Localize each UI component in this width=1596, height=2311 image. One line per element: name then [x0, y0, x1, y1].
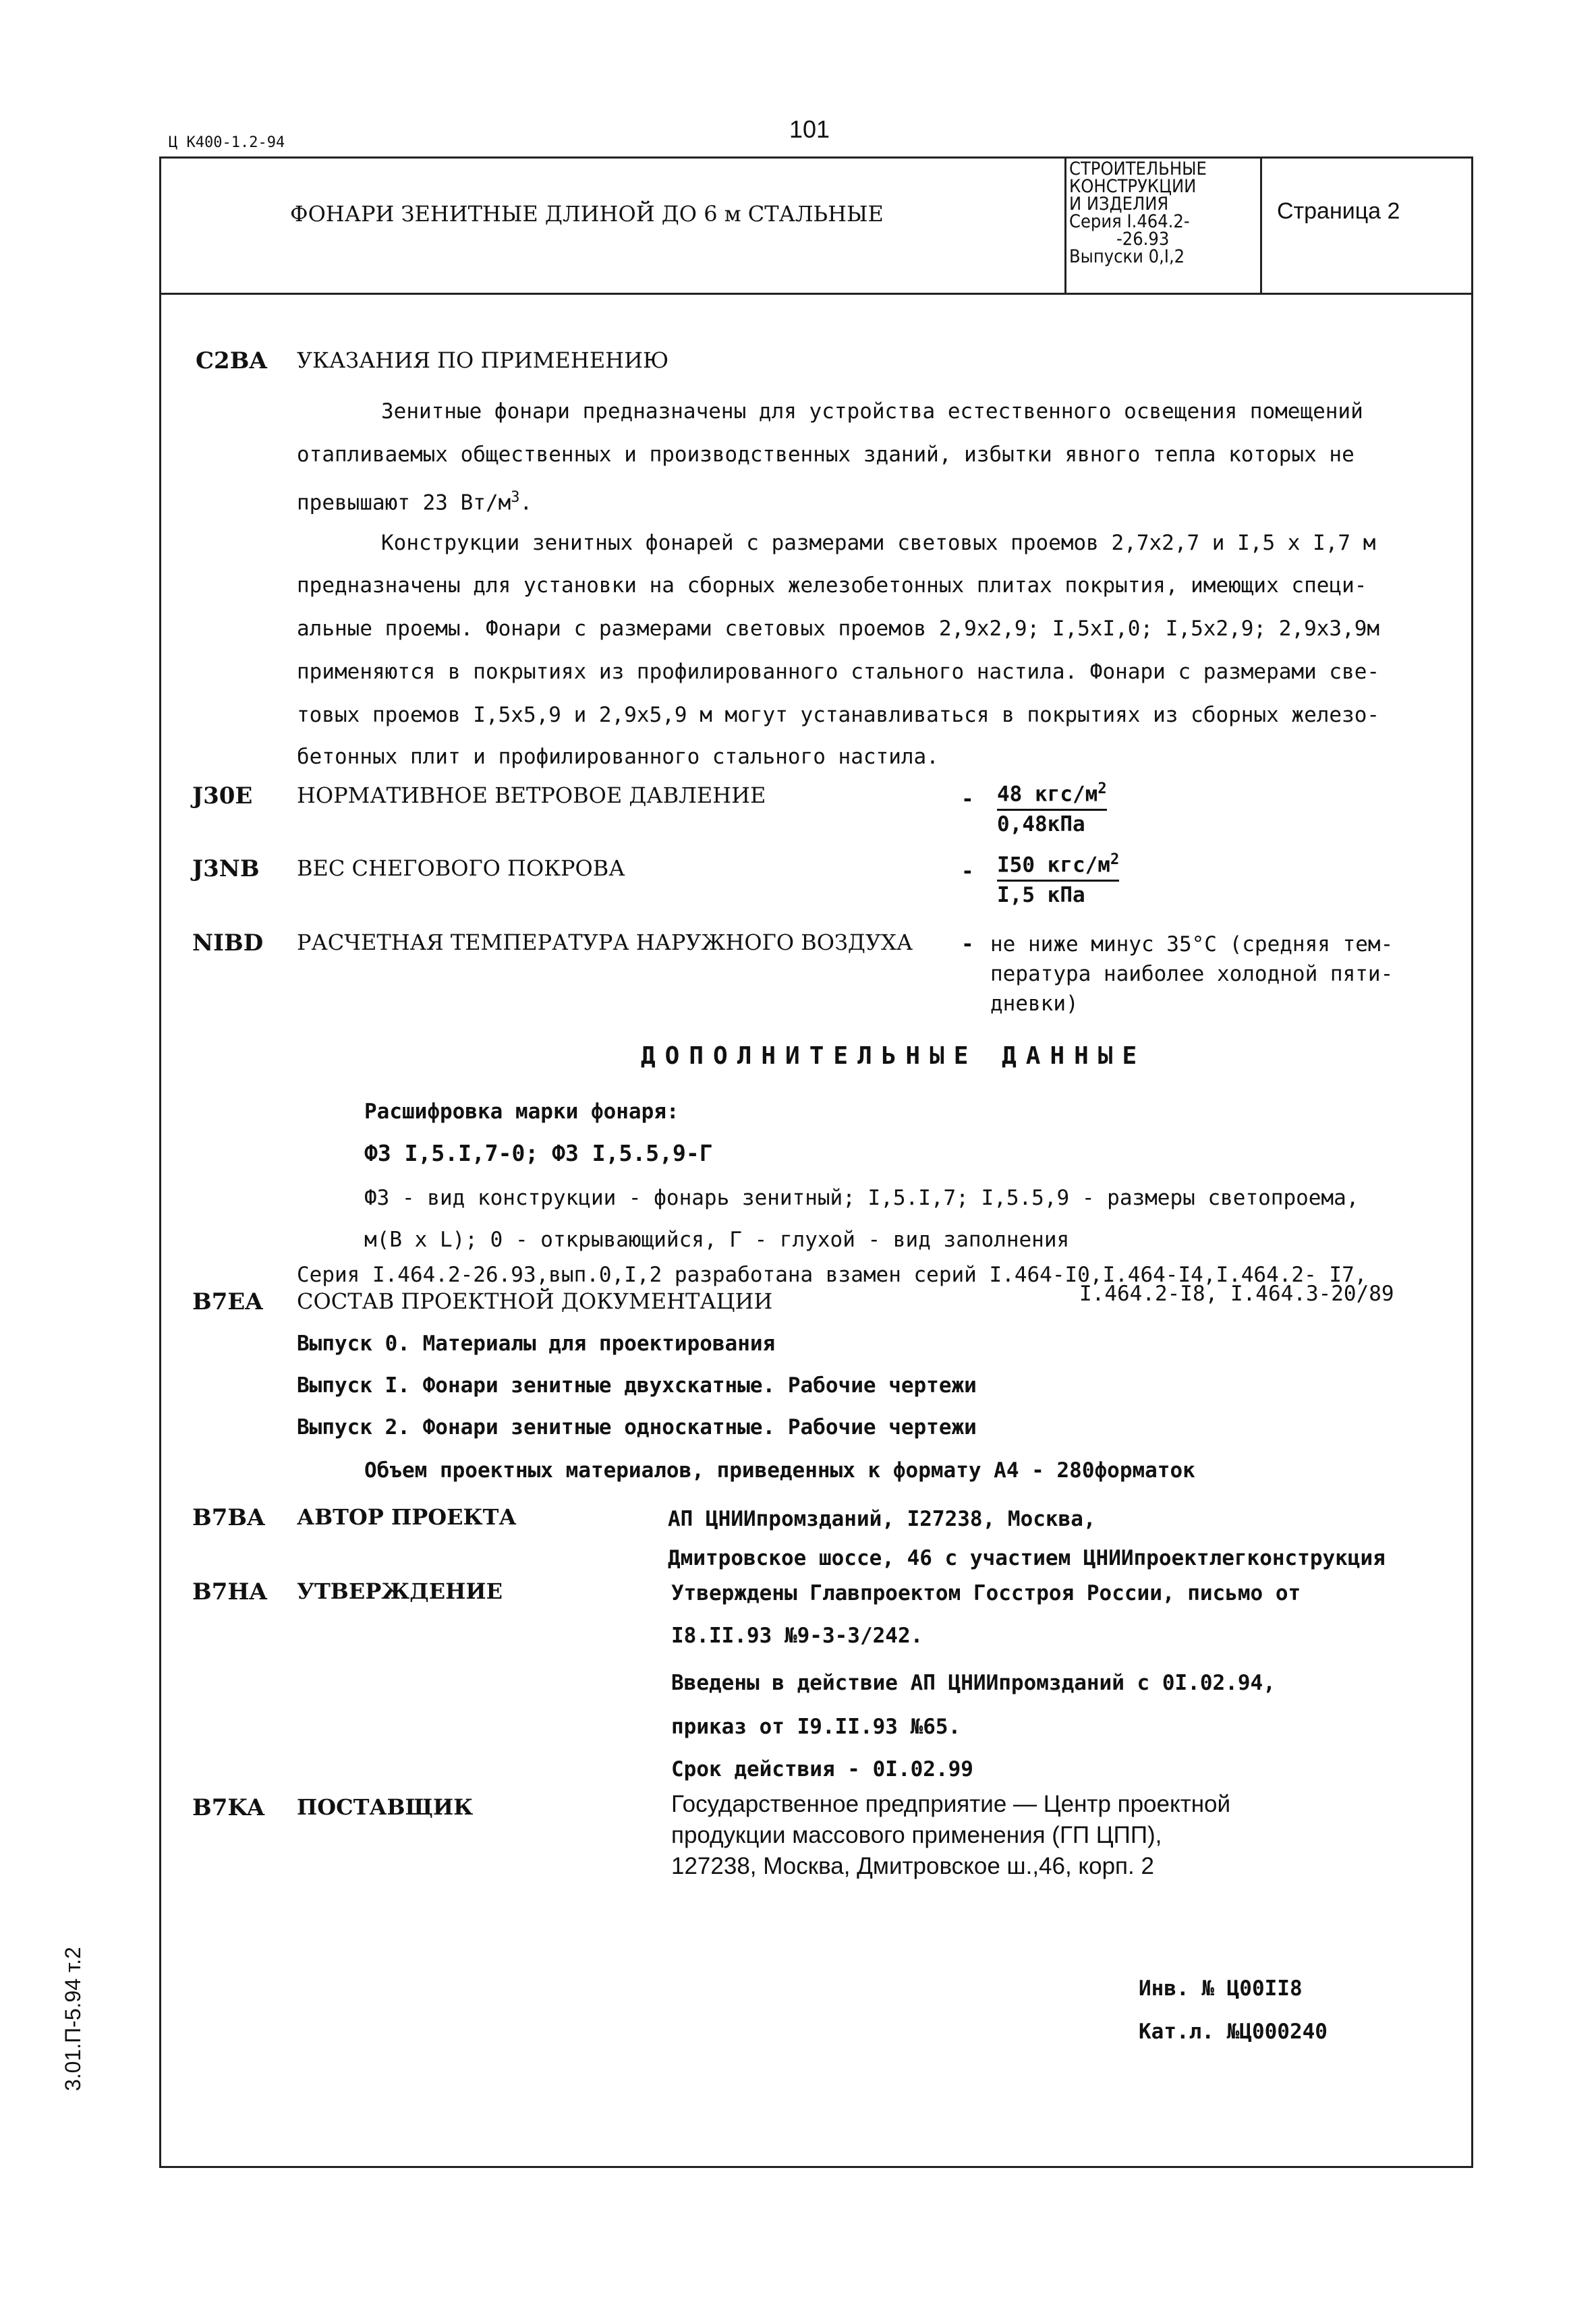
header-category [1069, 161, 1207, 266]
extra-line: Расшифровка марки фонаря: [364, 1100, 679, 1124]
section-code: B7EA [192, 1288, 263, 1315]
header-col-divider-1 [1064, 156, 1066, 294]
para-line: предназначены для установки на сборных железобетонных плитах покрытия, имеющих специ- [297, 573, 1367, 598]
supplier-block: Государственное предприятие — Центр проектной продукции массового применения (ГП ЦПП), 127238, Москва, Дмитровское ш.,46, корп. 2 [671, 1791, 1231, 1879]
para-line: Зенитные фонари предназначены для устройства естественного освещения помещений [381, 399, 1363, 424]
inventory-number: Инв. № Ц00II8 [1139, 1976, 1303, 2001]
side-stamp: 3.01.П-5.94 т.2 [61, 1947, 85, 2091]
section-title: НОРМАТИВНОЕ ВЕТРОВОЕ ДАВЛЕНИЕ [297, 782, 766, 808]
category-line: -26.93 [1116, 229, 1170, 250]
extra-line: м(В х L); 0 - открывающийся, Г - глухой - вид заполнения [364, 1228, 1070, 1252]
section-code: J3NB [192, 855, 260, 882]
para-line: Конструкции зенитных фонарей с размерами световых проемов 2,7х2,7 и I,5 х I,7 м [381, 531, 1376, 555]
header-divider [159, 293, 1471, 295]
section-title: УТВЕРЖДЕНИЕ [297, 1578, 503, 1604]
header-page-label: Страница 2 [1277, 198, 1400, 224]
section-code: B7BA [192, 1504, 265, 1531]
category-line: Серия I.464.2- [1069, 211, 1190, 232]
section-title: СОСТАВ ПРОЕКТНОЙ ДОКУМЕНТАЦИИ [297, 1288, 773, 1314]
section-code: C2BA [196, 347, 267, 374]
wind-value: 48 кгс/$м^2$ 0,48кПа [997, 776, 1107, 838]
category-line: И ИЗДЕЛИЯ [1069, 194, 1169, 215]
extra-line: I.464.2-I8, I.464.3-20/89 [1079, 1282, 1394, 1306]
extra-title: ДОПОЛНИТЕЛЬНЫЕ ДАННЫЕ [641, 1042, 1147, 1070]
para-line: применяются в покрытиях из профилированного стального настила. Фонари с размерами све- [297, 660, 1380, 684]
extra-line: ФЗ - вид конструкции - фонарь зенитный; I,5.I,7; I,5.5,9 - размеры светопроема, [364, 1186, 1359, 1210]
approval-line: Введены в действие АП ЦНИИпромзданий с 0I.02.94, [671, 1671, 1276, 1695]
header-col-divider-2 [1260, 156, 1262, 294]
composition-line: Объем проектных материалов, приведенных к формату А4 - 280форматок [364, 1458, 1195, 1483]
category-line: Выпуски 0,I,2 [1069, 246, 1185, 267]
section-code: J30E [192, 782, 253, 809]
section-title: РАСЧЕТНАЯ ТЕМПЕРАТУРА НАРУЖНОГО ВОЗДУХА [297, 930, 913, 955]
snow-value: I50 кгс/$м^2$ I,5 кПа [997, 847, 1119, 909]
approval-line: Утверждены Главпроектом Госстроя России, письмо от [671, 1581, 1301, 1605]
catalog-sheet-number: Кат.л. №Ц000240 [1139, 2020, 1328, 2044]
composition-line: Выпуск 2. Фонари зенитные односкатные. Рабочие чертежи [297, 1415, 977, 1439]
category-line: СТРОИТЕЛЬНЫЕ [1069, 159, 1207, 179]
section-title: АВТОР ПРОЕКТА [297, 1504, 517, 1530]
author-line: Дмитровское шоссе, 46 с участием ЦНИИпроектлегконструкция [668, 1546, 1386, 1570]
author-line: АП ЦНИИпромзданий, I27238, Москва, [668, 1507, 1096, 1531]
value-dash: - [961, 787, 974, 811]
approval-line: I8.II.93 №9-3-3/242. [671, 1624, 923, 1648]
approval-line: Срок действия - 0I.02.99 [671, 1757, 973, 1781]
section-code: B7HA [192, 1578, 267, 1605]
extra-line: Серия I.464.2-26.93,вып.0,I,2 разработана взамен серий I.464-I0,I.464-I4,I.464.2- I7, [297, 1263, 1367, 1287]
section-code: NIBD [192, 930, 264, 957]
composition-line: Выпуск 0. Материалы для проектирования [297, 1332, 776, 1356]
para-line: товых проемов I,5х5,9 и 2,9х5,9 м могут устанавливаться в покрытиях из сборных железо- [297, 703, 1380, 727]
section-title: ВЕС СНЕГОВОГО ПОКРОВА [297, 855, 625, 881]
para-line: отапливаемых общественных и производственных зданий, избытки явного тепла которых не [297, 443, 1355, 467]
category-line: КОНСТРУКЦИИ [1069, 176, 1197, 197]
doc-code: Ц К400-1.2-94 [169, 134, 285, 151]
para-line: альные проемы. Фонари с размерами световых проемов 2,9х2,9; I,5хI,0; I,5х2,9; 2,9х3,9м [297, 617, 1380, 641]
composition-line: Выпуск I. Фонари зенитные двухскатные. Рабочие чертежи [297, 1373, 977, 1398]
page-number: 101 [789, 115, 830, 143]
value-dash: - [961, 859, 974, 884]
section-title: УКАЗАНИЯ ПО ПРИМЕНЕНИЮ [297, 347, 669, 373]
header-title: ФОНАРИ ЗЕНИТНЫЕ ДЛИНОЙ ДО 6 м СТАЛЬНЫЕ [290, 201, 884, 227]
value-dash: - [961, 932, 974, 957]
para-line: бетонных плит и профилированного стального настила. [297, 745, 939, 769]
temp-value: не ниже минус 35°С (средняя тем- пература наиболее холодной пяти- дневки) [990, 932, 1394, 1016]
extra-line: ФЗ I,5.I,7-0; ФЗ I,5.5,9-Г [364, 1140, 713, 1166]
section-title: ПОСТАВЩИК [297, 1794, 474, 1820]
section-code: B7KA [192, 1794, 264, 1821]
approval-line: приказ от I9.II.93 №65. [671, 1715, 961, 1739]
para-line: превышают 23 $Вт/м^3$. [297, 489, 533, 515]
